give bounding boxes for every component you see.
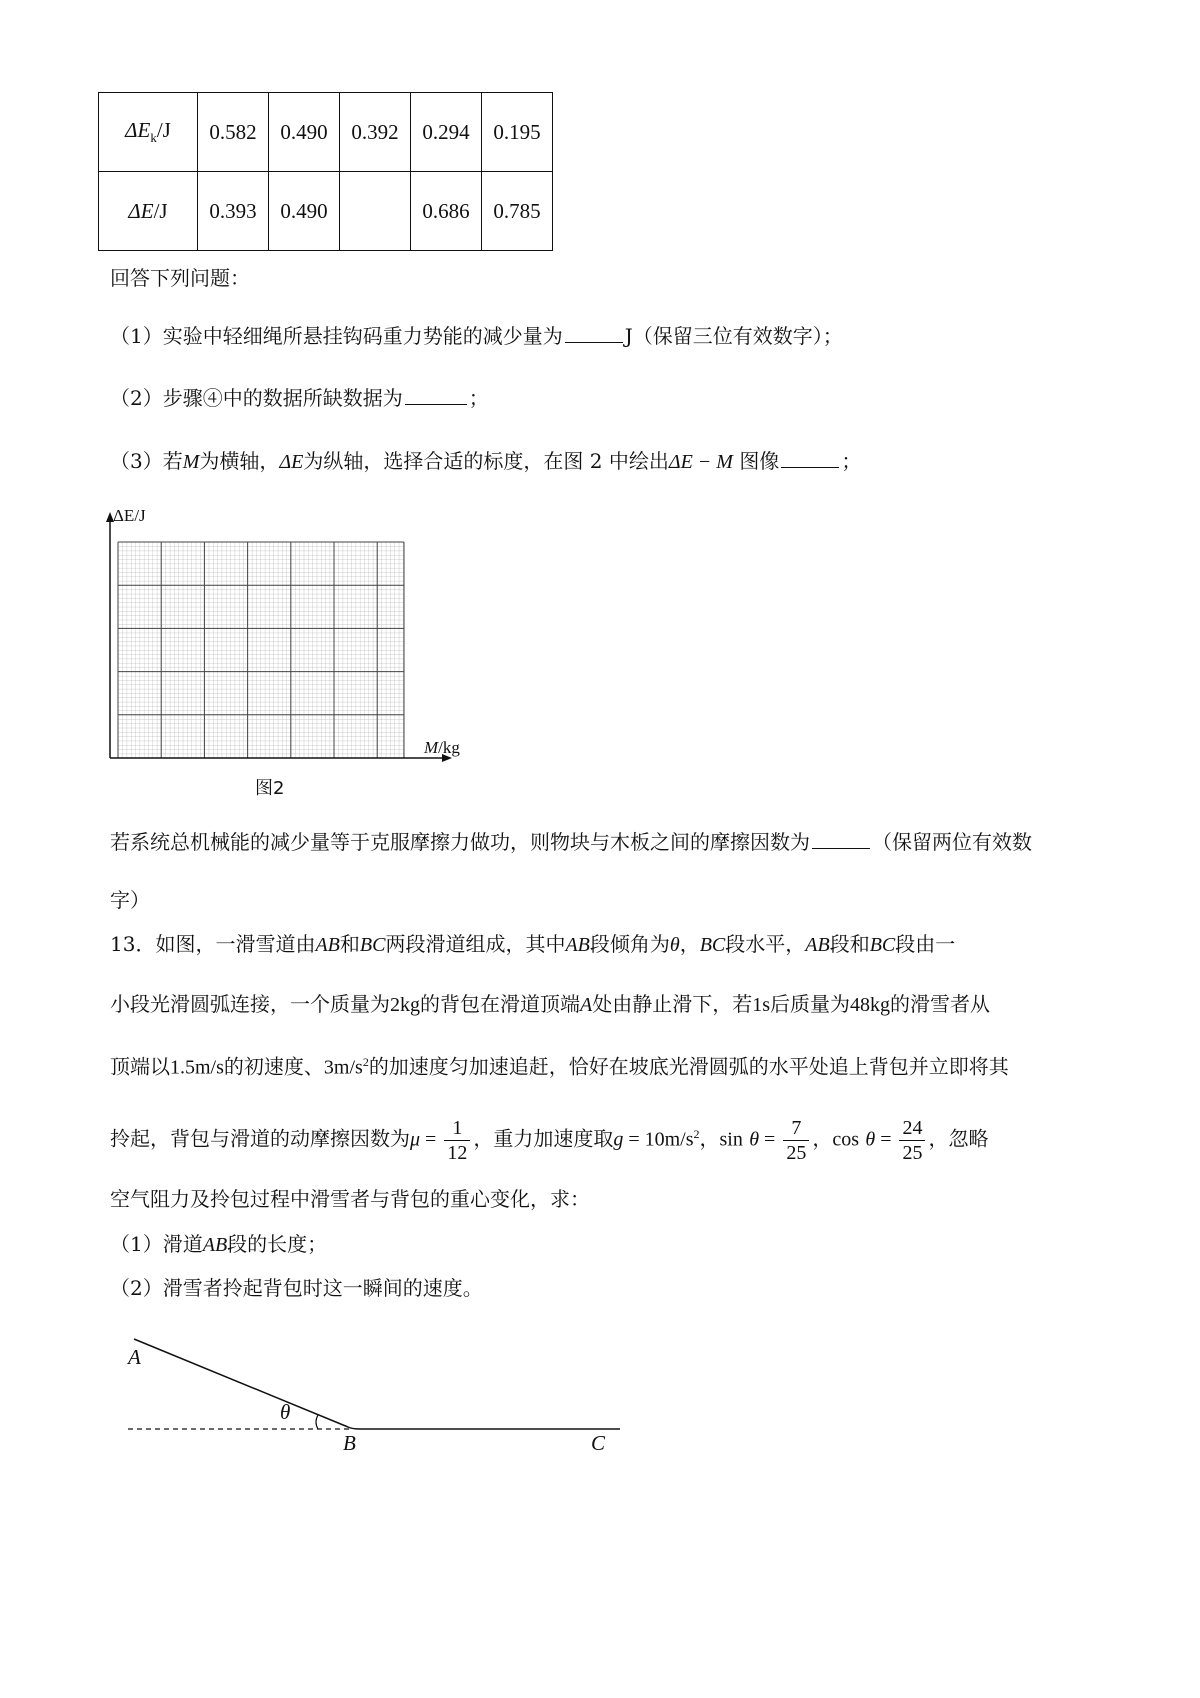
table-cell: 0.490 (269, 172, 340, 251)
row-header: $\Delta E_k/J$ (99, 93, 198, 172)
answer-blank[interactable] (781, 449, 839, 468)
answer-prompt: 回答下列问题： (110, 266, 250, 290)
problem-13-line-2: 小段光滑圆弧连接，一个质量为2kg的背包在滑道顶端A处由静止滑下，若1s后质量为48kg的滑雪者从 (110, 992, 991, 1016)
row-header: ΔE/J (99, 172, 198, 251)
friction-question-cont: 字） (110, 888, 150, 912)
angle-arc (316, 1415, 318, 1429)
graph-paper-figure (100, 500, 460, 790)
table-cell: 0.393 (198, 172, 269, 251)
problem-13-line-4: 拎起，背包与滑道的动摩擦因数为μ = $\frac{1}{12}$ ，重力加速度取$g = 10m/s^2$，sin θ = $\frac{7}{25}$ ，cos θ = $\frac{24}{25}$ ，忽略 (110, 1116, 989, 1164)
friction-question: 若系统总机械能的减少量等于克服摩擦力做功，则物块与木板之间的摩擦因数为 （保留两位有效数 (110, 830, 1032, 854)
sub-question-2: （2）滑雪者拎起背包时这一瞬间的速度。 (110, 1276, 483, 1300)
label-b: B (343, 1431, 356, 1455)
question-1: （1）实验中轻细绳所悬挂钩码重力势能的减少量为 J（保留三位有效数字）； (110, 324, 843, 348)
question-2: （2）步骤④中的数据所缺数据为 ； (110, 386, 489, 410)
question-3: （3）若M为横轴，ΔE为纵轴，选择合适的标度，在图 2 中绘出ΔE − M 图像 ； (110, 449, 862, 473)
answer-blank[interactable] (405, 386, 467, 405)
table-cell: 0.195 (482, 93, 553, 172)
label-a: A (128, 1345, 141, 1369)
problem-13-line-1: 13．如图，一滑雪道由AB和BC两段滑道组成，其中AB段倾角为θ，BC段水平，AB段和BC段由一 (110, 932, 956, 956)
sin-fraction: $\frac{7}{25}$ (783, 1116, 809, 1165)
table-cell-missing (340, 172, 411, 251)
sub-question-1: （1）滑道AB段的长度； (110, 1232, 328, 1256)
figure-caption: 图2 (255, 778, 285, 799)
table-row (99, 172, 553, 251)
slope-ab (134, 1339, 348, 1427)
table-cell: 0.392 (340, 93, 411, 172)
table-cell: 0.785 (482, 172, 553, 251)
label-c: C (591, 1431, 606, 1455)
table-cell: 0.582 (198, 93, 269, 172)
answer-blank[interactable] (812, 830, 870, 849)
mu-fraction: $\frac{1}{12}$ (444, 1116, 470, 1165)
answer-blank[interactable] (565, 324, 623, 343)
table-cell: 0.490 (269, 93, 340, 172)
table-cell: 0.294 (411, 93, 482, 172)
ski-slope-diagram (120, 1325, 640, 1455)
arc-b (348, 1427, 360, 1429)
label-theta: θ (280, 1400, 291, 1424)
x-axis-label: M/kg (424, 738, 460, 757)
table-row (99, 93, 553, 172)
table-cell: 0.686 (411, 172, 482, 251)
energy-table (98, 92, 553, 251)
problem-13-line-5: 空气阻力及拎包过程中滑雪者与背包的重心变化，求： (110, 1187, 590, 1211)
cos-fraction: $\frac{24}{25}$ (899, 1116, 925, 1165)
problem-13-line-3: 顶端以1.5m/s的初速度、$3m/s^2$的加速度匀加速追赶，恰好在坡底光滑圆弧的水平处追上背包并立即将其 (110, 1054, 1009, 1079)
y-axis-label: ΔE/J (113, 506, 146, 525)
